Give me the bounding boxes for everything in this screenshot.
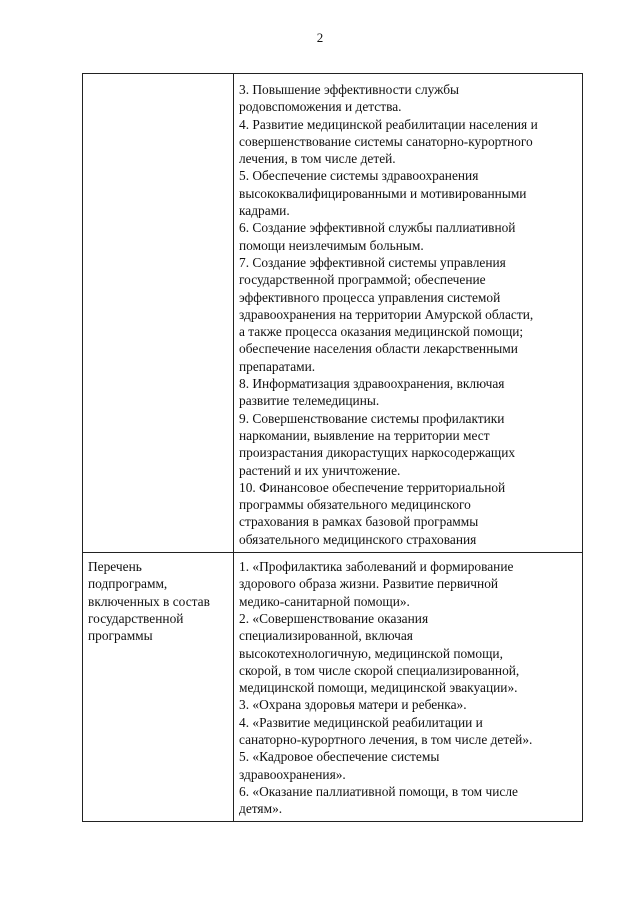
text-line: 6. «Оказание паллиативной помощи, в том числе — [239, 783, 518, 799]
text-line: 4. Развитие медицинской реабилитации населения и — [239, 116, 538, 132]
text-line: 2. «Совершенствование оказания — [239, 610, 429, 626]
text-line: медико-санитарной помощи». — [239, 593, 410, 609]
text-line: 3. «Охрана здоровья матери и ребенка». — [239, 697, 467, 713]
text-line: 7. Создание эффективной системы управления — [239, 254, 506, 270]
subprograms-list — [234, 553, 582, 821]
text-line: обязательного медицинского страхования — [239, 531, 477, 547]
text-line: детям». — [239, 801, 283, 817]
text-line: кадрами. — [239, 203, 290, 219]
text-line: программы обязательного медицинского — [239, 497, 471, 513]
text-line: а также процесса оказания медицинской помощи; — [239, 324, 524, 340]
text-line: высокотехнологичную, медицинской помощи, — [239, 645, 503, 661]
text-line: страхования в рамках базовой программы — [239, 514, 479, 530]
text-line: 8. Информатизация здравоохранения, включая — [239, 376, 505, 392]
content-cell-goals — [234, 74, 583, 553]
text-line: совершенствование системы санаторно-курортного — [239, 133, 533, 149]
text-line: здорового образа жизни. Развитие первичной — [239, 576, 499, 592]
text-line: государственной программой; обеспечение — [239, 272, 486, 288]
label-cell-subprograms — [83, 553, 234, 822]
content-cell-subprograms — [234, 553, 583, 822]
text-line: специализированной, включая — [239, 628, 413, 644]
goals-list — [234, 74, 582, 552]
text-line: эффективного процесса управления системой — [239, 289, 501, 305]
text-line: родовспоможения и детства. — [239, 99, 402, 115]
text-line: высококвалифицированными и мотивированными — [239, 185, 527, 201]
text-line: произрастания дикорастущих наркосодержащих — [239, 445, 516, 461]
text-line: препаратами. — [239, 358, 316, 374]
text-line: лечения, в том числе детей. — [239, 151, 396, 167]
text-line: медицинской помощи, медицинской эвакуации». — [239, 680, 518, 696]
label-cell-empty — [83, 74, 234, 553]
text-line: скорой, в том числе скорой специализированной, — [239, 662, 520, 678]
text-line: санаторно-курортного лечения, в том числе детей». — [239, 731, 533, 747]
text-line: 6. Создание эффективной службы паллиативной — [239, 220, 516, 236]
text-line: 5. «Кадровое обеспечение системы — [239, 749, 440, 765]
text-line: 10. Финансовое обеспечение территориальной — [239, 479, 506, 495]
text-line: 9. Совершенствование системы профилактики — [239, 410, 505, 426]
text-line: растений и их уничтожение. — [239, 462, 401, 478]
text-line: обеспечение населения области лекарственными — [239, 341, 518, 357]
table-row-goals — [83, 74, 583, 553]
program-table — [82, 73, 583, 822]
text-line: 1. «Профилактика заболеваний и формирование — [239, 559, 514, 575]
text-line: помощи неизлечимым больным. — [239, 237, 424, 253]
text-line: развитие телемедицины. — [239, 393, 380, 409]
text-line: 3. Повышение эффективности службы — [239, 82, 460, 97]
text-line: здравоохранения». — [239, 766, 346, 782]
subprograms-label: Перечень подпрограмм, включенных в состав государственной программы — [88, 559, 210, 644]
page-number: 2 — [316, 30, 324, 45]
text-line: 5. Обеспечение системы здравоохранения — [239, 168, 479, 184]
text-line: 4. «Развитие медицинской реабилитации и — [239, 714, 483, 730]
text-line: наркомании, выявление на территории мест — [239, 427, 490, 443]
table-row-subprograms — [83, 553, 583, 822]
text-line: здравоохранения на территории Амурской области, — [239, 306, 534, 322]
